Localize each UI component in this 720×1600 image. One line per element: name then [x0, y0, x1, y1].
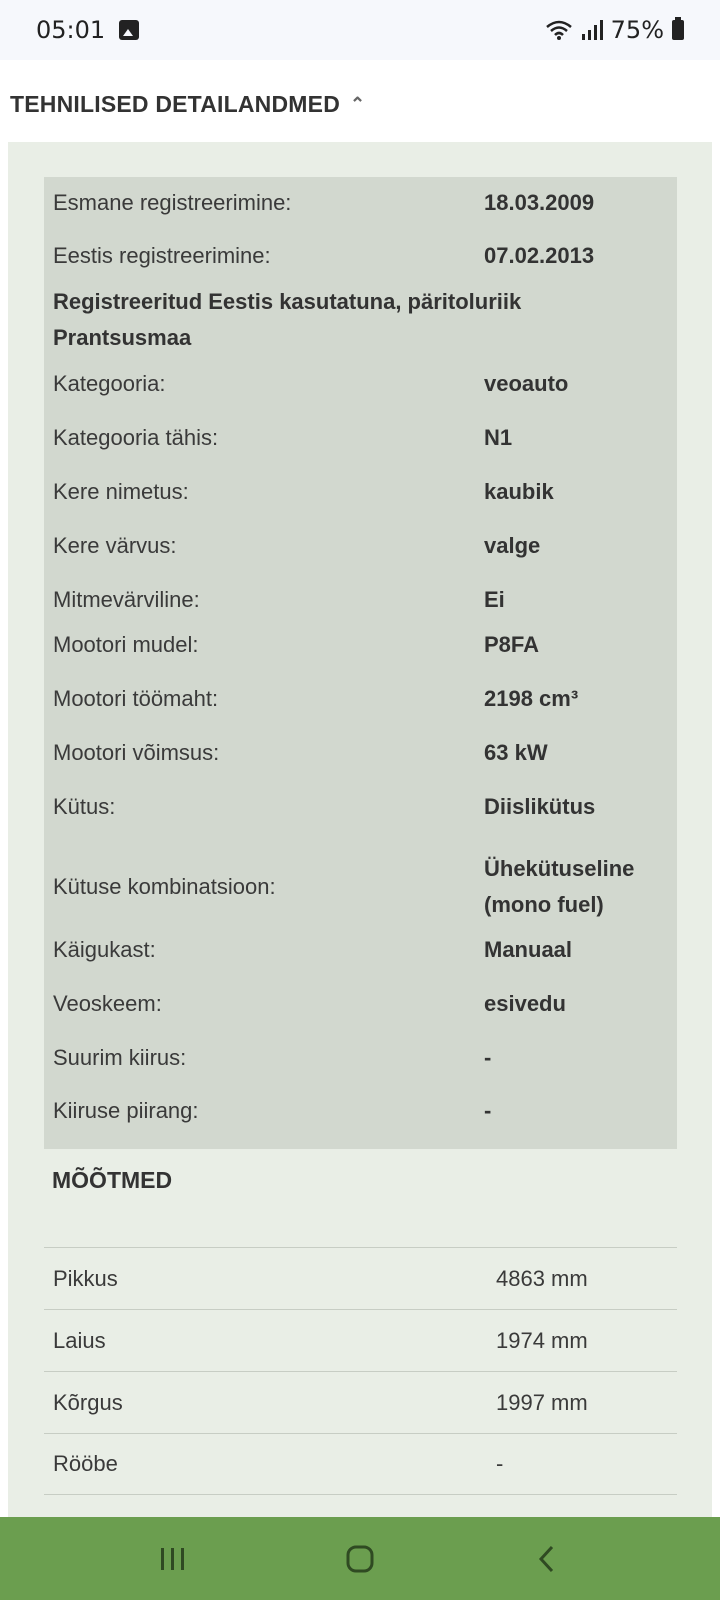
- dimension-value: -: [496, 1451, 504, 1476]
- dimensions-table: [44, 1247, 677, 1495]
- home-icon: [345, 1544, 375, 1574]
- detail-label: Kategooria:: [53, 371, 166, 396]
- signal-icon: [581, 20, 603, 40]
- detail-row: [44, 627, 677, 681]
- detail-label: Kütuse kombinatsioon:: [53, 874, 276, 899]
- detail-row: [44, 735, 677, 789]
- dimension-label: Rööbe: [53, 1451, 118, 1476]
- detail-row: [44, 789, 677, 842]
- navigation-bar: [0, 1517, 720, 1600]
- wifi-icon: [545, 19, 573, 41]
- battery-icon: [672, 20, 684, 40]
- detail-label: Kiiruse piirang:: [53, 1098, 199, 1123]
- section-header[interactable]: [10, 84, 365, 124]
- home-button[interactable]: [330, 1529, 390, 1589]
- table-row: [44, 1309, 677, 1371]
- detail-value: 2198 cm³: [484, 686, 579, 711]
- detail-row: [44, 474, 677, 528]
- detail-value: 18.03.2009: [484, 190, 595, 215]
- detail-value: Manuaal: [484, 937, 573, 962]
- detail-row: [44, 238, 677, 284]
- status-left: [36, 16, 139, 44]
- detail-value: -: [484, 1045, 492, 1070]
- details-panel: [8, 142, 712, 1522]
- dimension-label: Laius: [53, 1327, 106, 1353]
- back-button[interactable]: [517, 1529, 577, 1589]
- detail-value: Ei: [484, 587, 505, 612]
- detail-value: P8FA: [484, 632, 540, 657]
- registration-note: Registreeritud Eestis kasutatuna, päritoluriik Prantsusmaa: [53, 289, 522, 350]
- dimension-value: 1997 mm: [496, 1389, 588, 1415]
- registration-note-row: [44, 284, 677, 366]
- detail-row: [44, 842, 677, 932]
- detail-label: Mootori võimsus:: [53, 740, 220, 765]
- detail-value: 07.02.2013: [484, 243, 595, 268]
- back-icon: [536, 1544, 558, 1574]
- chevron-up-icon[interactable]: ⌃︎: [350, 94, 366, 114]
- detail-label: Suurim kiirus:: [53, 1045, 187, 1070]
- detail-row: [44, 582, 677, 627]
- detail-row: [44, 366, 677, 420]
- dimension-label: Kõrgus: [53, 1389, 123, 1415]
- detail-label: Mootori mudel:: [53, 632, 199, 657]
- table-row: [44, 1371, 677, 1433]
- clock: 05:01: [36, 16, 106, 44]
- detail-label: Kütus:: [53, 794, 116, 819]
- battery-percent: 75%: [610, 16, 664, 44]
- detail-row: [44, 932, 677, 986]
- detail-row: [44, 681, 677, 735]
- detail-value: N1: [484, 425, 513, 450]
- status-right: [545, 16, 684, 44]
- detail-row: [44, 528, 677, 582]
- detail-label: Veoskeem:: [53, 991, 162, 1016]
- dimension-label: Pikkus: [53, 1265, 118, 1291]
- section-title: TEHNILISED DETAILANDMED: [10, 90, 341, 117]
- detail-row: [44, 420, 677, 474]
- detail-value: -: [484, 1098, 492, 1123]
- gallery-icon: [119, 20, 139, 40]
- recents-icon: [158, 1546, 188, 1572]
- detail-value: veoauto: [484, 371, 569, 396]
- detail-label: Kere nimetus:: [53, 479, 189, 504]
- dimension-value: 1974 mm: [496, 1327, 588, 1353]
- detail-value: valge: [484, 533, 541, 558]
- detail-row: [44, 986, 677, 1040]
- detail-row: [44, 185, 677, 238]
- detail-label: Kere värvus:: [53, 533, 177, 558]
- detail-label: Kategooria tähis:: [53, 425, 219, 450]
- detail-row: [44, 1040, 677, 1093]
- table-row: [44, 1247, 677, 1309]
- detail-label: Mitmevärviline:: [53, 587, 200, 612]
- detail-row: [44, 1093, 677, 1137]
- dimensions-title: MÕÕTMED: [52, 1167, 173, 1193]
- detail-label: Mootori töömaht:: [53, 686, 219, 711]
- detail-value: Ühekütuseline (mono fuel): [484, 856, 635, 917]
- dimension-value: 4863 mm: [496, 1265, 588, 1291]
- detail-label: Käigukast:: [53, 937, 156, 962]
- detail-value: 63 kW: [484, 740, 548, 765]
- status-bar: [0, 0, 720, 60]
- recents-button[interactable]: [143, 1529, 203, 1589]
- details-box: [44, 177, 677, 1149]
- detail-label: Eestis registreerimine:: [53, 243, 271, 268]
- detail-value: kaubik: [484, 479, 554, 504]
- detail-label: Esmane registreerimine:: [53, 190, 292, 215]
- detail-value: esivedu: [484, 991, 566, 1016]
- table-row: [44, 1433, 677, 1495]
- detail-value: Diislikütus: [484, 794, 596, 819]
